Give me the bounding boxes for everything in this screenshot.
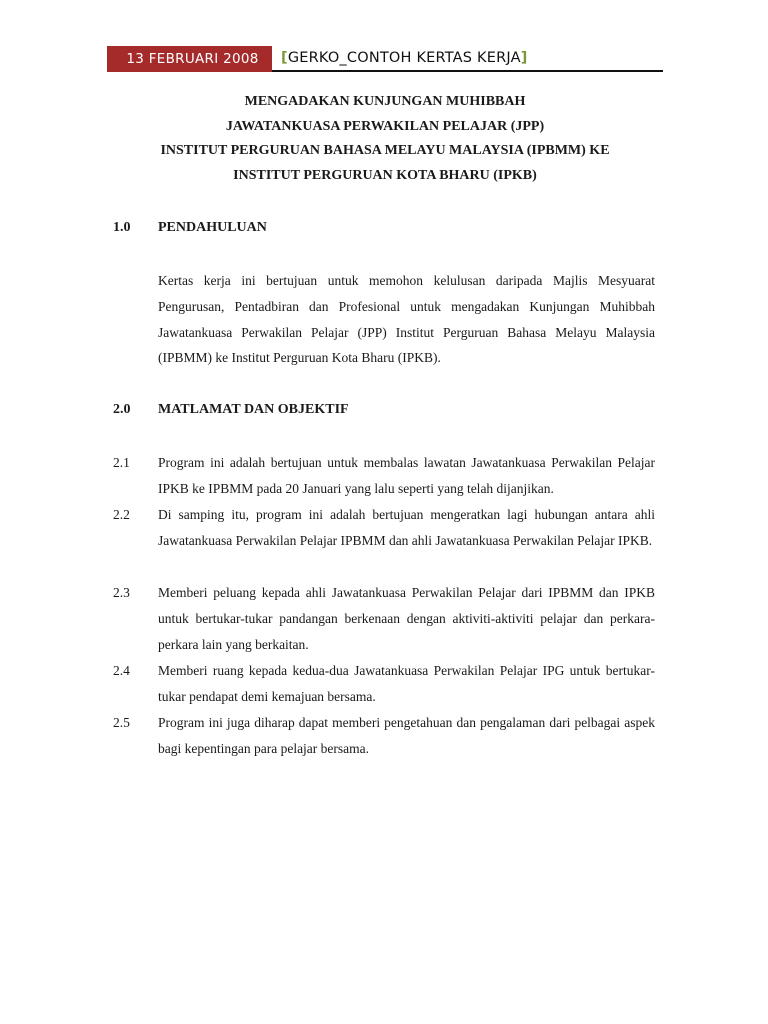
section-1-paragraph: Kertas kerja ini bertujuan untuk memohon kelulusan daripada Majlis Mesyuarat Pengurusan, Pentadbiran dan Profesional untuk mengadakan Kunjungan Muhibbah Jawatankuasa Perwakilan Pelajar (JPP) Institut Perguruan Bahasa Melayu Malaysia (IPBMM) ke Institut Perguruan Kota Bharu (IPKB). <box>158 273 655 366</box>
title-line-1: MENGADAKAN KUNJUNGAN MUHIBBAH <box>244 94 526 109</box>
title-line-4: INSTITUT PERGURUAN KOTA BHARU (IPKB) <box>233 167 537 183</box>
header-bracket-open: [ <box>281 50 288 66</box>
header-date: 13 FEBRUARI 2008 <box>107 46 272 72</box>
item-text: Memberi peluang kepada ahli Jawatankuasa Perwakilan Pelajar dari IPBMM dan IPKB untuk bertukar-tukar pandangan berkenaan dengan aktiviti-aktiviti pelajar dan perkara-perkara lain yang berkaitan. <box>158 585 655 652</box>
header-title: GERKO_CONTOH KERTAS KERJA <box>287 50 521 66</box>
item-number: 2.1 <box>113 455 130 470</box>
item-number: 2.3 <box>113 585 130 600</box>
item-number: 2.5 <box>113 715 130 730</box>
list-item <box>113 450 655 502</box>
section-2-title: MATLAMAT DAN OBJEKTIF <box>158 402 349 417</box>
list-item <box>113 580 655 657</box>
item-number: 2.2 <box>113 507 130 522</box>
title-line-2: JAWATANKUASA PERWAKILAN PELAJAR (JPP) <box>225 118 545 134</box>
section-1-number: 1.0 <box>113 220 131 235</box>
list-item <box>113 658 655 710</box>
item-text: Di samping itu, program ini adalah bertujuan mengeratkan lagi hubungan antara ahli Jawatankuasa Perwakilan Pelajar IPBMM dan ahli Jawatankuasa Perwakilan Pelajar IPKB. <box>158 507 655 548</box>
header-bracket-close: ] <box>520 50 528 66</box>
item-number: 2.4 <box>113 663 130 678</box>
section-2-number: 2.0 <box>113 402 131 417</box>
title-line-3: INSTITUT PERGURUAN BAHASA MELAYU MALAYSIA (IPBMM) KE <box>160 143 610 158</box>
section-1-title: PENDAHULUAN <box>158 220 267 235</box>
document-title <box>107 90 663 188</box>
header-title-box <box>272 46 663 72</box>
page-header <box>107 46 663 72</box>
list-item <box>113 710 655 762</box>
item-text: Memberi ruang kepada kedua-dua Jawatankuasa Perwakilan Pelajar IPG untuk bertukar-tukar pendapat demi kemajuan bersama. <box>158 663 655 704</box>
item-text: Program ini adalah bertujuan untuk membalas lawatan Jawatankuasa Perwakilan Pelajar IPKB ke IPBMM pada 20 Januari yang lalu seperti yang telah dijanjikan. <box>158 455 655 496</box>
item-text: Program ini juga diharap dapat memberi pengetahuan dan pengalaman dari pelbagai aspek bagi kepentingan para pelajar bersama. <box>158 715 655 756</box>
section-2-heading <box>113 402 349 418</box>
section-1-heading <box>113 220 267 236</box>
list-item <box>113 502 655 554</box>
